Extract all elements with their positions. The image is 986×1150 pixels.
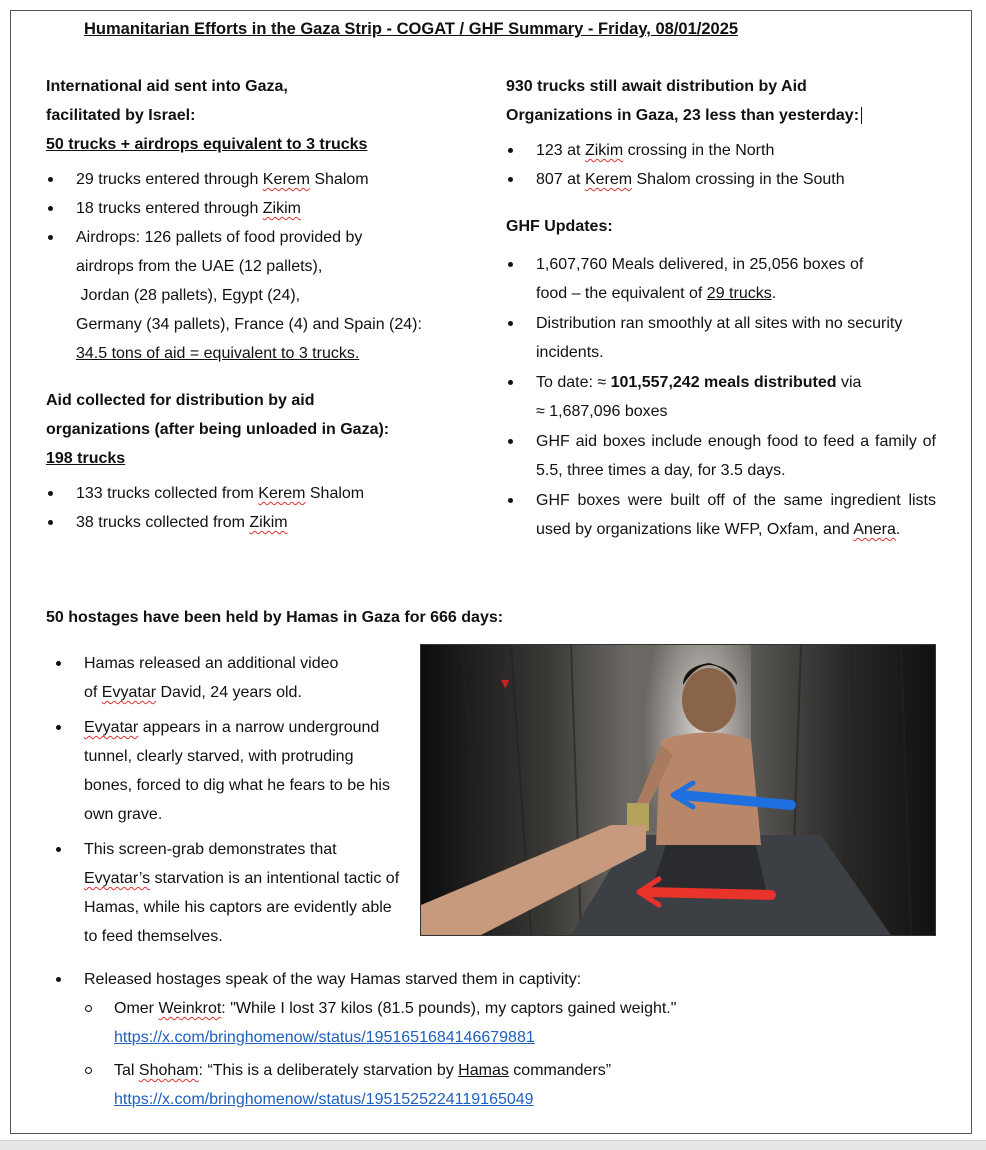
list-item: Evyatar appears in a narrow underground tunnel, clearly starved, with protruding bones, forced to dig what he fears to be his own grave. xyxy=(54,713,404,829)
collected-heading: Aid collected for distribution by aid organizations (after being unloaded in Gaza): 198 trucks xyxy=(46,392,390,467)
list-item: This screen-grab demonstrates that Evyatar’s starvation is an intentional tactic of Hamas, while his captors are evidently able to feed themselves. xyxy=(54,835,404,951)
collected-section xyxy=(46,386,486,537)
right-column xyxy=(506,72,936,545)
list-item: 123 at Zikim crossing in the North xyxy=(506,136,936,165)
list-item: Airdrops: 126 pallets of food provided by airdrops from the UAE (12 pallets), Jordan (28 pallets), Egypt (24), Germany (34 pallets), France (4) and Spain (24): 34.5 tons of aid = equivalent to 3 trucks. xyxy=(46,223,486,368)
hostage-screen-grab-image xyxy=(420,644,936,936)
list-item: Hamas released an additional video of Evyatar David, 24 years old. xyxy=(54,649,404,707)
released-section xyxy=(54,965,954,1118)
await-section xyxy=(506,72,936,194)
ghf-heading: GHF Updates: xyxy=(506,218,613,235)
list-item: 807 at Kerem Shalom crossing in the South xyxy=(506,165,936,194)
list-item: 18 trucks entered through Zikim xyxy=(46,194,486,223)
released-list xyxy=(54,965,954,994)
intl-aid-heading: International aid sent into Gaza, facilitated by Israel: 50 trucks + airdrops equivalent to 3 trucks xyxy=(46,78,368,153)
collected-list xyxy=(46,479,486,537)
await-heading: 930 trucks still await distribution by Aid Organizations in Gaza, 23 less than yesterday: xyxy=(506,72,936,130)
list-item: GHF aid boxes include enough food to feed a family of 5.5, three times a day, for 3.5 days. xyxy=(506,427,936,485)
list-item: Distribution ran smoothly at all sites with no security incidents. xyxy=(506,309,936,367)
await-list xyxy=(506,136,936,194)
hostages-heading: 50 hostages have been held by Hamas in Gaza for 666 days: xyxy=(46,609,504,626)
intl-aid-list xyxy=(46,165,486,368)
quote-1-link[interactable]: https://x.com/bringhomenow/status/1951651684146679881 xyxy=(114,1029,535,1046)
list-item: 133 trucks collected from Kerem Shalom xyxy=(46,479,486,508)
ghf-section xyxy=(506,212,936,544)
hostages-section xyxy=(54,649,404,957)
list-item: 29 trucks entered through Kerem Shalom xyxy=(46,165,486,194)
quotes-list xyxy=(54,994,954,1114)
ghf-list xyxy=(506,250,936,544)
list-item: GHF boxes were built off of the same ingredient lists used by organizations like WFP, Oxfam, and Anera. xyxy=(506,486,936,544)
svg-text:▼: ▼ xyxy=(501,677,510,690)
hostages-list xyxy=(54,649,404,951)
list-item: 38 trucks collected from Zikim xyxy=(46,508,486,537)
quote-2-link[interactable]: https://x.com/bringhomenow/status/1951525224119165049 xyxy=(114,1091,534,1108)
list-item: To date: ≈ 101,557,242 meals distributed via ≈ 1,687,096 boxes xyxy=(506,368,936,426)
list-item: Released hostages speak of the way Hamas starved them in captivity: xyxy=(54,965,954,994)
quote-item: Tal Shoham: “This is a deliberately starvation by Hamas commanders” https://x.com/bringhomenow/status/1951525224119165049 xyxy=(54,1056,954,1114)
left-column xyxy=(46,72,486,537)
quote-item: Omer Weinkrot: "While I lost 37 kilos (81.5 pounds), my captors gained weight." https://x.com/bringhomenow/status/1951651684146679881 xyxy=(54,994,954,1052)
list-item: 1,607,760 Meals delivered, in 25,056 boxes of food – the equivalent of 29 trucks. xyxy=(506,250,936,308)
intl-aid-section xyxy=(46,72,486,368)
document-title: Humanitarian Efforts in the Gaza Strip - COGAT / GHF Summary - Friday, 08/01/2025 xyxy=(84,20,739,38)
